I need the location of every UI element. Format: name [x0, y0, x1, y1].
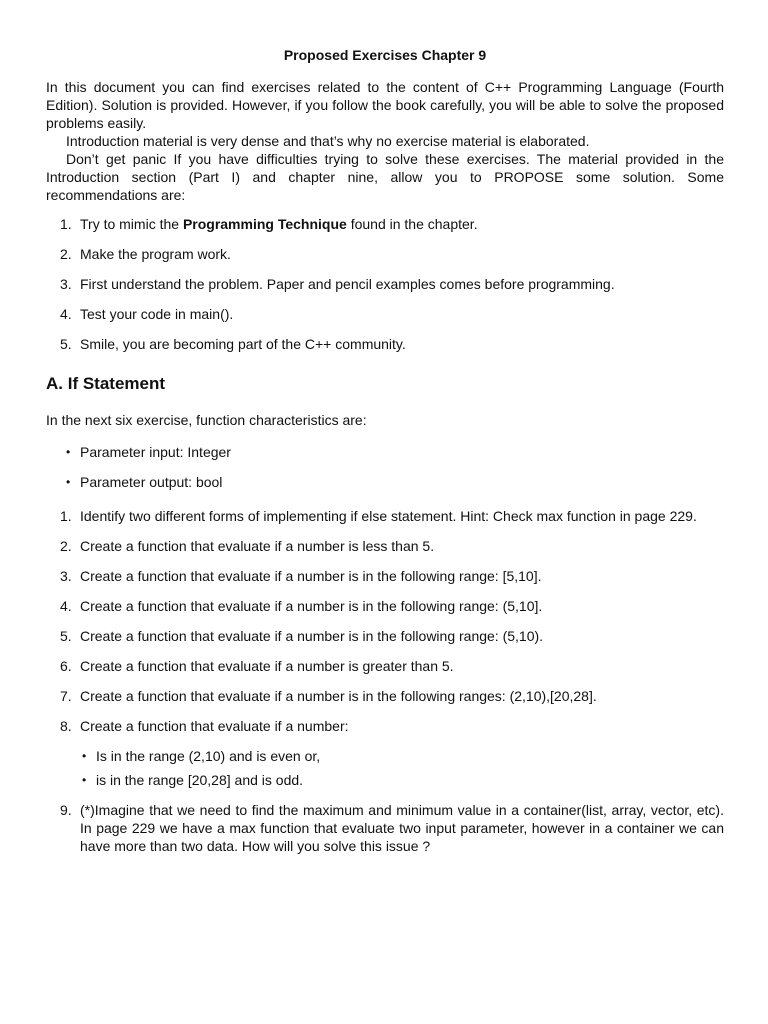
sub-list-item — [80, 771, 724, 789]
sub-item-text: Is in the range (2,10) and is even or, — [96, 748, 321, 764]
intro-paragraph-1: In this document you can find exercises related to the content of C++ Programming Language (Fourth Edition). Solution is provided. However, if you follow the book carefully, you will be able to solve the proposed problems easily. — [46, 79, 724, 131]
bullet-icon: • — [66, 445, 71, 459]
recommendation-text: Smile, you are becoming part of the C++ community. — [80, 336, 406, 352]
recommendation-item — [46, 335, 724, 353]
section-heading-if-statement: A. If Statement — [46, 374, 166, 393]
exercise-item — [46, 537, 724, 555]
recommendations-list — [46, 215, 724, 353]
exercise-item — [46, 801, 724, 855]
intro-section — [46, 78, 724, 204]
exercise-item — [46, 687, 724, 705]
list-number: 1. — [60, 508, 72, 524]
recommendation-bold-text: Programming Technique — [182, 216, 347, 232]
list-number: 8. — [60, 718, 72, 734]
recommendation-item — [46, 215, 724, 233]
exercise-text: Create a function that evaluate if a number is in the following ranges: (2,10),[20,28]. — [80, 688, 597, 704]
exercise-text: Create a function that evaluate if a number: — [80, 718, 349, 734]
recommendation-item — [46, 245, 724, 263]
list-number: 9. — [60, 802, 72, 818]
exercise-text: Create a function that evaluate if a number is in the following range: (5,10). — [80, 628, 544, 644]
characteristic-text: Parameter output: bool — [80, 474, 223, 490]
exercise-item — [46, 627, 724, 645]
list-number: 1. — [60, 216, 72, 232]
exercise-sub-list — [80, 747, 724, 789]
exercise-item — [46, 717, 724, 789]
intro-paragraph-2: Introduction material is very dense and that’s why no exercise material is elaborated. — [66, 133, 590, 149]
list-item — [46, 473, 724, 491]
exercise-text: Identify two different forms of implementing if else statement. Hint: Check max function in page 229. — [80, 508, 697, 524]
list-number: 7. — [60, 688, 72, 704]
bullet-icon: • — [82, 749, 87, 763]
exercise-text: Create a function that evaluate if a number is less than 5. — [80, 538, 435, 554]
exercise-list — [46, 507, 724, 855]
list-number: 3. — [60, 276, 72, 292]
sub-list-item — [80, 747, 724, 765]
exercise-text: Create a function that evaluate if a number is greater than 5. — [80, 658, 454, 674]
exercise-item — [46, 567, 724, 585]
recommendation-text-after: found in the chapter. — [346, 216, 478, 232]
recommendation-item — [46, 305, 724, 323]
list-item — [46, 443, 724, 461]
recommendation-text: Make the program work. — [80, 246, 231, 262]
recommendation-text: Test your code in main(). — [80, 306, 234, 322]
sub-item-text: is in the range [20,28] and is odd. — [96, 772, 304, 788]
list-number: 4. — [60, 306, 72, 322]
recommendation-text-before: Try to mimic the — [80, 216, 183, 232]
list-number: 5. — [60, 628, 72, 644]
bullet-icon: • — [82, 773, 87, 787]
exercise-text: Create a function that evaluate if a number is in the following range: (5,10]. — [80, 598, 543, 614]
list-number: 2. — [60, 246, 72, 262]
list-number: 4. — [60, 598, 72, 614]
exercise-item — [46, 597, 724, 615]
characteristic-text: Parameter input: Integer — [80, 444, 231, 460]
bullet-icon: • — [66, 475, 71, 489]
exercise-text: (*)Imagine that we need to find the maximum and minimum value in a container(list, array, vector, etc). In page 229 we have a max function that evaluate two input parameter, however in a container we can have more than two data. How will you solve this issue ? — [80, 802, 724, 854]
exercise-item — [46, 507, 724, 525]
recommendation-item — [46, 275, 724, 293]
intro-paragraph-3: Don’t get panic If you have difficulties trying to solve these exercises. The material provided in the Introduction section (Part I) and chapter nine, allow you to PROPOSE some solution. Some recommendations are: — [46, 151, 724, 203]
exercise-text: Create a function that evaluate if a number is in the following range: [5,10]. — [80, 568, 542, 584]
exercise-item — [46, 657, 724, 675]
recommendation-text: First understand the problem. Paper and pencil examples comes before programming. — [80, 276, 615, 292]
page-title: Proposed Exercises Chapter 9 — [283, 47, 487, 63]
list-number: 2. — [60, 538, 72, 554]
list-number: 6. — [60, 658, 72, 674]
list-number: 5. — [60, 336, 72, 352]
list-number: 3. — [60, 568, 72, 584]
section-lead-text: In the next six exercise, function characteristics are: — [46, 412, 367, 428]
characteristics-list — [46, 443, 724, 491]
